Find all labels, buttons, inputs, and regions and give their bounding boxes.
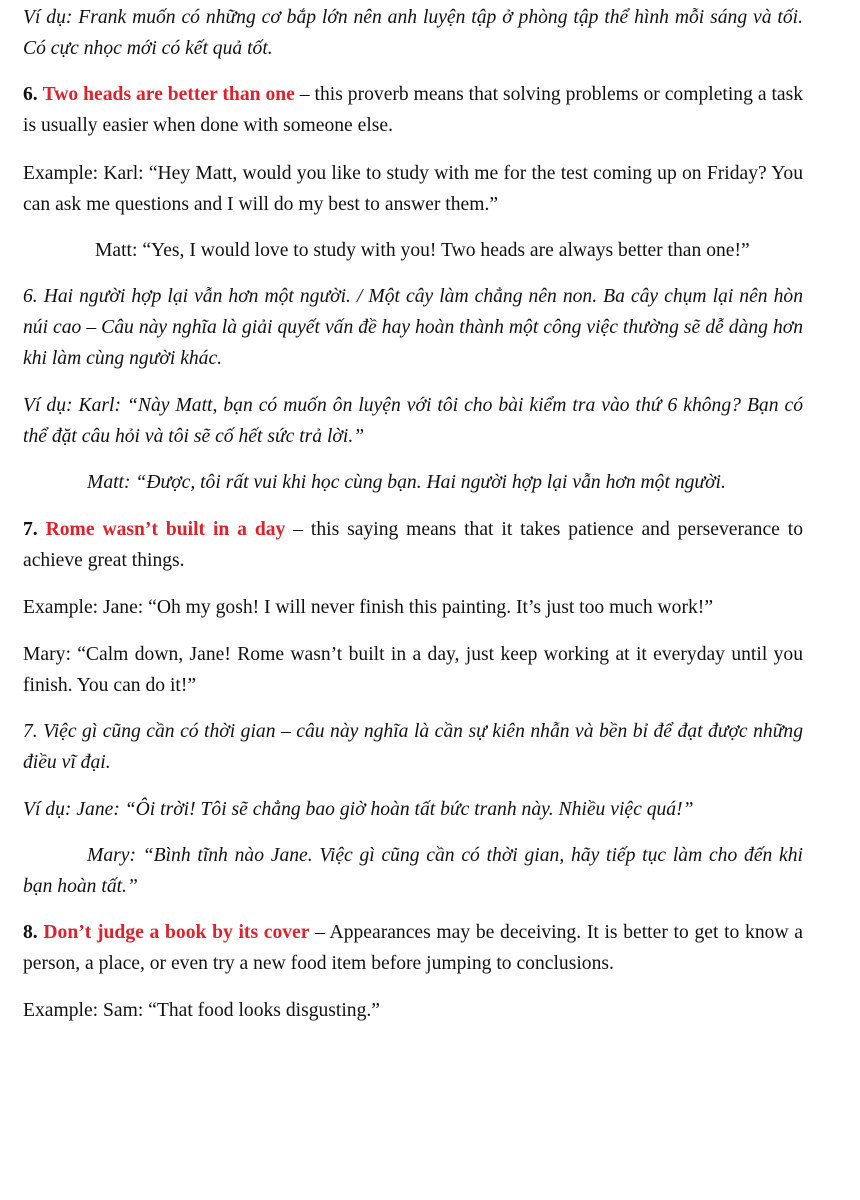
entry-number: 6. bbox=[23, 84, 38, 105]
idiom-entry-7 bbox=[23, 514, 803, 576]
translation-vietnamese-6: 6. Hai người hợp lại vẫn hơn một người. / Một cây làm chẳng nên non. Ba cây chụm lại nên hòn núi cao – Câu này nghĩa là giải quyết vấn đề hay hoàn thành một công việc thường sẽ dễ dàng hơn khi làm cùng người khác. bbox=[23, 286, 803, 369]
example-vietnamese-mary: Mary: “Bình tĩnh nào Jane. Việc gì cũng cần có thời gian, hãy tiếp tục làm cho đến khi bạn hoàn tất.” bbox=[23, 845, 803, 897]
idiom-definition: – this proverb means that solving problems or completing a task is usually easier when done with someone else. bbox=[23, 84, 804, 136]
idiom-definition: – this saying means that it takes patience and perseverance to achieve great things. bbox=[23, 519, 804, 571]
example-english-matt: Matt: “Yes, I would love to study with you! Two heads are always better than one!” bbox=[95, 240, 750, 261]
entry-number: 8. bbox=[23, 922, 38, 943]
document-page bbox=[23, 2, 803, 1026]
example-english-mary: Mary: “Calm down, Jane! Rome wasn’t built in a day, just keep working at it everyday until you finish. You can do it!” bbox=[23, 644, 803, 696]
example-english-sam: Example: Sam: “That food looks disgusting.” bbox=[23, 1000, 380, 1021]
idiom-title: Two heads are better than one bbox=[42, 84, 295, 105]
idiom-title: Don’t judge a book by its cover bbox=[43, 922, 310, 943]
example-vietnamese-matt: Matt: “Được, tôi rất vui khi học cùng bạn. Hai người hợp lại vẫn hơn một người. bbox=[87, 472, 726, 493]
entry-number: 7. bbox=[23, 519, 38, 540]
example-vietnamese-jane: Ví dụ: Jane: “Ôi trời! Tôi sẽ chẳng bao giờ hoàn tất bức tranh này. Nhiều việc quá!” bbox=[23, 799, 694, 820]
idiom-entry-6 bbox=[23, 79, 803, 141]
example-english-karl: Example: Karl: “Hey Matt, would you like to study with me for the test coming up on Friday? You can ask me questions and I will do my best to answer them.” bbox=[23, 163, 803, 215]
example-vietnamese-frank: Ví dụ: Frank muốn có những cơ bắp lớn nên anh luyện tập ở phòng tập thể hình mỗi sáng và tối. Có cực nhọc mới có kết quả tốt. bbox=[23, 7, 803, 59]
example-vietnamese-karl: Ví dụ: Karl: “Này Matt, bạn có muốn ôn luyện với tôi cho bài kiểm tra vào thứ 6 không? Bạn có thể đặt câu hỏi và tôi sẽ cố hết sức trả lời.” bbox=[23, 395, 803, 447]
idiom-title: Rome wasn’t built in a day bbox=[45, 519, 286, 540]
idiom-entry-8 bbox=[23, 917, 803, 979]
idiom-definition: – Appearances may be deceiving. It is better to get to know a person, a place, or even try a new food item before jumping to conclusions. bbox=[23, 922, 803, 974]
translation-vietnamese-7: 7. Việc gì cũng cần có thời gian – câu này nghĩa là cần sự kiên nhẫn và bền bỉ để đạt được những điều vĩ đại. bbox=[23, 721, 803, 773]
example-english-jane: Example: Jane: “Oh my gosh! I will never finish this painting. It’s just too much work!” bbox=[23, 597, 714, 618]
